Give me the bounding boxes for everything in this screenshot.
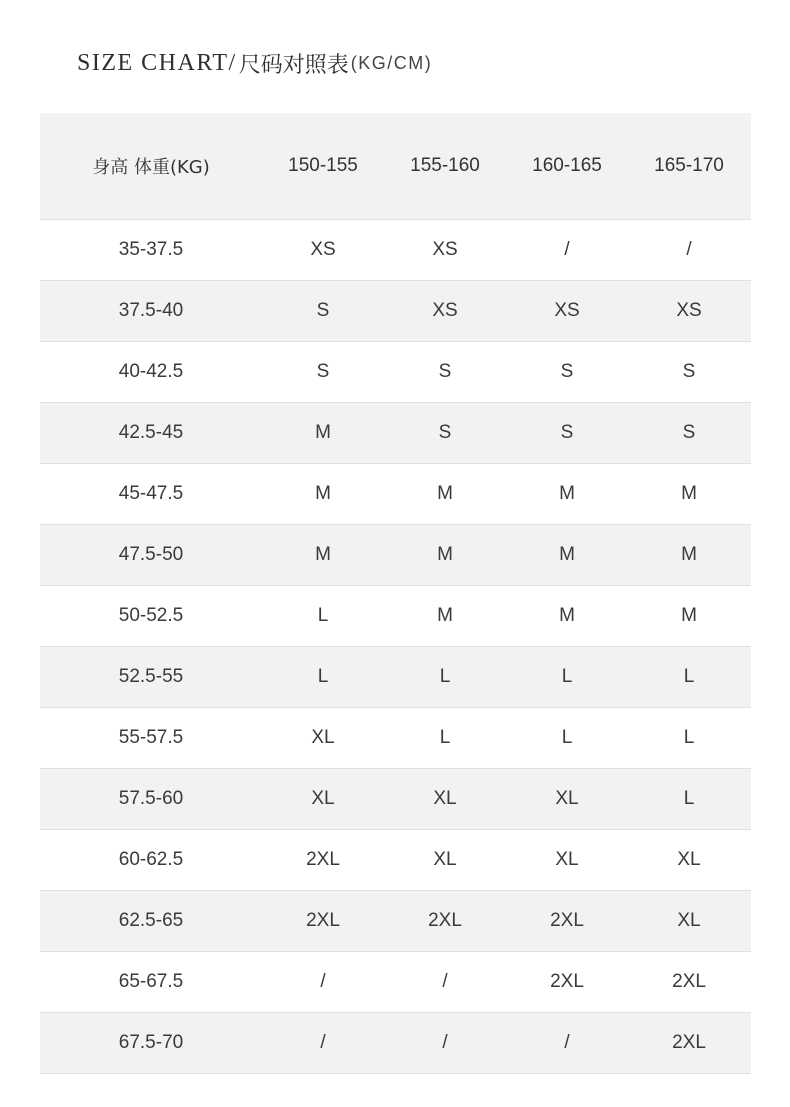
size-cell: 2XL	[550, 910, 584, 931]
size-chart-table	[40, 113, 751, 1074]
size-cell: S	[316, 361, 330, 382]
size-cell: M	[437, 544, 453, 565]
header-cell-height-range: 160-165	[532, 155, 602, 176]
size-cell: M	[437, 605, 453, 626]
size-cell: /	[564, 239, 570, 260]
size-cell: 2XL	[306, 910, 340, 931]
table-row	[40, 403, 751, 464]
size-cell: 2XL	[306, 849, 340, 870]
title-unit: (KG/CM)	[350, 52, 433, 73]
table-row	[40, 830, 751, 891]
size-cell: L	[683, 727, 695, 748]
weight-range-cell: 60-62.5	[118, 849, 184, 870]
size-cell: L	[439, 727, 451, 748]
weight-range-cell: 45-47.5	[118, 483, 184, 504]
size-cell: /	[442, 1032, 448, 1053]
header-cell-height-range: 150-155	[288, 155, 358, 176]
size-cell: S	[438, 422, 452, 443]
size-cell: M	[315, 483, 331, 504]
size-cell: XS	[554, 300, 580, 321]
size-cell: M	[315, 422, 331, 443]
size-cell: M	[681, 544, 697, 565]
table-row	[40, 647, 751, 708]
weight-range-cell: 62.5-65	[118, 910, 184, 931]
size-cell: M	[681, 605, 697, 626]
size-cell: L	[317, 666, 329, 687]
size-cell: L	[317, 605, 329, 626]
title-chinese: 尺码对照表	[238, 52, 349, 78]
size-cell: M	[681, 483, 697, 504]
size-cell: /	[320, 1032, 326, 1053]
size-cell: XL	[555, 788, 579, 809]
weight-range-cell: 42.5-45	[118, 422, 184, 443]
size-cell: M	[559, 605, 575, 626]
size-cell: L	[683, 788, 695, 809]
size-cell: XS	[432, 239, 458, 260]
table-row	[40, 891, 751, 952]
weight-range-cell: 57.5-60	[118, 788, 184, 809]
size-cell: 2XL	[672, 1032, 706, 1053]
table-row	[40, 1013, 751, 1074]
size-cell: XL	[555, 849, 579, 870]
size-cell: /	[320, 971, 326, 992]
title-english: SIZE CHART/	[77, 49, 237, 76]
size-cell: L	[561, 666, 573, 687]
size-cell: S	[316, 300, 330, 321]
table-row	[40, 525, 751, 586]
table-row	[40, 464, 751, 525]
table-row	[40, 281, 751, 342]
header-cell-height-range: 165-170	[654, 155, 724, 176]
weight-range-cell: 50-52.5	[118, 605, 184, 626]
weight-range-cell: 35-37.5	[118, 239, 184, 260]
size-cell: XL	[311, 727, 335, 748]
size-cell: 2XL	[550, 971, 584, 992]
size-cell: M	[437, 483, 453, 504]
size-cell: XL	[677, 910, 701, 931]
table-row	[40, 952, 751, 1013]
size-cell: /	[442, 971, 448, 992]
weight-range-cell: 55-57.5	[118, 727, 184, 748]
header-cell-height-range: 155-160	[410, 155, 480, 176]
table-row	[40, 769, 751, 830]
page-title	[77, 44, 432, 82]
size-cell: XS	[676, 300, 702, 321]
size-cell: M	[315, 544, 331, 565]
size-cell: S	[560, 422, 574, 443]
weight-range-cell: 65-67.5	[118, 971, 184, 992]
size-cell: XL	[433, 788, 457, 809]
size-cell: M	[559, 483, 575, 504]
table-header-row	[40, 113, 751, 220]
table-row	[40, 342, 751, 403]
size-cell: XS	[310, 239, 336, 260]
weight-range-cell: 47.5-50	[118, 544, 184, 565]
size-cell: S	[438, 361, 452, 382]
size-cell: /	[564, 1032, 570, 1053]
size-cell: /	[686, 239, 692, 260]
weight-range-cell: 37.5-40	[118, 300, 184, 321]
size-cell: S	[682, 361, 696, 382]
table-row	[40, 220, 751, 281]
weight-range-cell: 67.5-70	[118, 1032, 184, 1053]
size-cell: XL	[677, 849, 701, 870]
weight-range-cell: 52.5-55	[118, 666, 184, 687]
size-cell: M	[559, 544, 575, 565]
header-cell-height-weight: 身高 体重(KG)	[92, 157, 210, 178]
size-cell: XL	[311, 788, 335, 809]
size-cell: L	[561, 727, 573, 748]
size-cell: L	[683, 666, 695, 687]
table-row	[40, 586, 751, 647]
size-cell: S	[682, 422, 696, 443]
size-cell: 2XL	[672, 971, 706, 992]
size-cell: XL	[433, 849, 457, 870]
size-cell: L	[439, 666, 451, 687]
size-cell: XS	[432, 300, 458, 321]
size-cell: S	[560, 361, 574, 382]
size-cell: 2XL	[428, 910, 462, 931]
weight-range-cell: 40-42.5	[118, 361, 184, 382]
table-row	[40, 708, 751, 769]
